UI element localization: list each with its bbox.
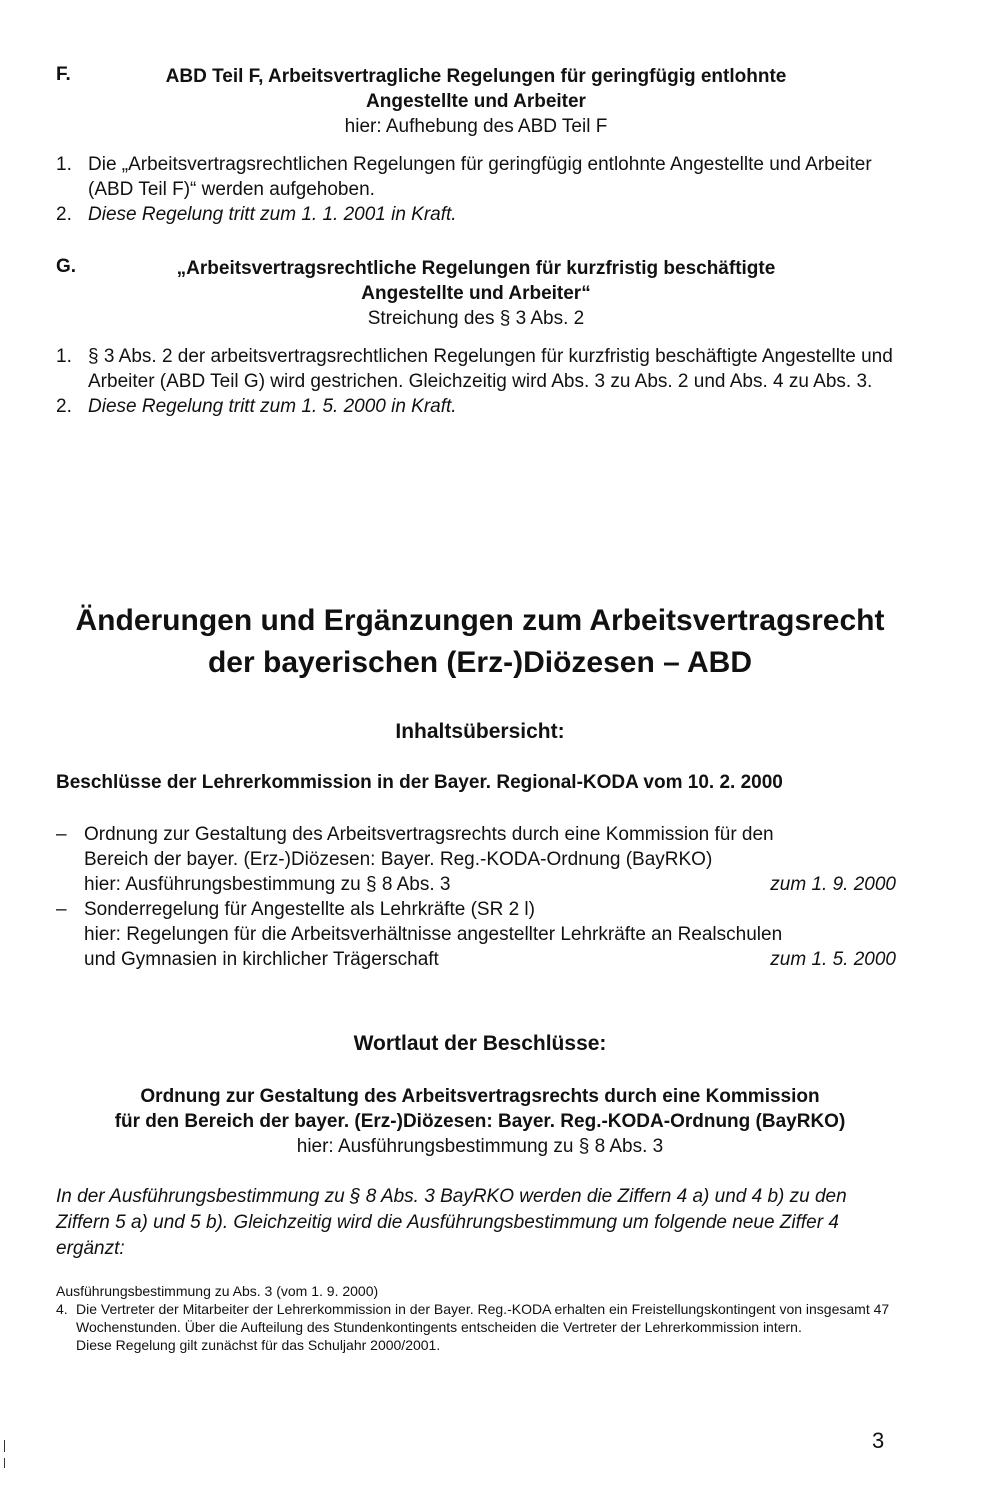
section-f-title-line2: Angestellte und Arbeiter (366, 91, 586, 112)
section-f-item-1 (56, 152, 896, 202)
section-g-list (56, 344, 896, 419)
section-f-subtitle: hier: Aufhebung des ABD Teil F (344, 116, 608, 137)
section-g-item-2 (56, 394, 896, 419)
order-title-line1: Ordnung zur Gestaltung des Arbeitsvertragsrechts durch eine Kommission (140, 1086, 820, 1107)
contents-item-row (84, 872, 896, 897)
main-title-line2: der bayerischen (Erz-)Diözesen – ABD (207, 646, 753, 679)
section-g-title (56, 256, 896, 306)
footnote-text: Die Vertreter der Mitarbeiter der Lehrerkommission in der Bayer. Reg.-KODA erhalten ein Freistellungskontingent von insgesamt 47 Wochenstunden. Über die Aufteilung des Stundenkontingents entscheiden die Vertreter der Lehrerkommission intern. (76, 1301, 890, 1335)
main-title-line1: Änderungen und Ergänzungen zum Arbeitsvertragsrecht (75, 604, 885, 637)
order-title-line2: für den Bereich der bayer. (Erz-)Diözesen: Bayer. Reg.-KODA-Ordnung (BayRKO) (114, 1111, 846, 1132)
margin-mark (4, 1458, 5, 1468)
list-number: 2. (56, 396, 72, 417)
section-f-title-line1: ABD Teil F, Arbeitsvertragliche Regelungen für geringfügig entlohnte (165, 66, 787, 87)
section-g-title-line2: Angestellte und Arbeiter“ (361, 283, 591, 304)
section-g-item-1 (56, 344, 896, 394)
footnote-number: 4. (56, 1301, 68, 1317)
wortlaut-heading: Wortlaut der Beschlüsse: (353, 1032, 607, 1055)
list-number: 2. (56, 204, 72, 225)
contents-item-line: Ordnung zur Gestaltung des Arbeitsvertragsrechts durch eine Kommission für den (84, 824, 774, 845)
list-number: 1. (56, 346, 72, 367)
intro-paragraph: In der Ausführungsbestimmung zu § 8 Abs. 3 BayRKO werden die Ziffern 4 a) und 4 b) zu den Ziffern 5 a) und 5 b). Gleichzeitig wird die Ausführungsbestimmung um folgende neue Ziffer 4 ergänzt: (56, 1186, 847, 1259)
contents-item-line: und Gymnasien in kirchlicher Trägerschaft (84, 949, 439, 970)
section-g-subtitle: Streichung des § 3 Abs. 2 (367, 308, 585, 329)
contents-item-line: Bereich der bayer. (Erz-)Diözesen: Bayer. Reg.-KODA-Ordnung (BayRKO) (84, 849, 713, 870)
margin-mark (4, 1440, 5, 1452)
order-subtitle: hier: Ausführungsbestimmung zu § 8 Abs. 3 (296, 1136, 664, 1157)
section-g-header (56, 256, 896, 331)
footnote-heading: Ausführungsbestimmung zu Abs. 3 (vom 1. 9. 2000) (56, 1283, 379, 1299)
section-f-letter: F. (56, 64, 71, 85)
section-f-header (56, 64, 896, 139)
list-number: 1. (56, 154, 72, 175)
section-f-list (56, 152, 896, 227)
contents-list (56, 822, 896, 972)
contents-item-row (84, 947, 896, 972)
list-dash: – (56, 899, 67, 920)
contents-heading: Inhaltsübersicht: (395, 720, 565, 743)
section-g-title-line1: „Arbeitsvertragsrechtliche Regelungen für kurzfristig beschäftigte (176, 258, 776, 279)
contents-item-2 (56, 897, 896, 972)
footnote-item (56, 1300, 896, 1354)
section-f-title (56, 64, 896, 114)
footnote-block (56, 1282, 896, 1354)
contents-item-line: hier: Regelungen für die Arbeitsverhältnisse angestellter Lehrkräfte an Realschulen (84, 924, 783, 945)
effective-date: zum 1. 5. 2000 (770, 949, 896, 970)
list-text: Diese Regelung tritt zum 1. 5. 2000 in Kraft. (88, 396, 457, 417)
contents-item-line: hier: Ausführungsbestimmung zu § 8 Abs. 3 (84, 874, 451, 895)
main-title (40, 600, 920, 684)
section-f-item-2 (56, 202, 896, 227)
effective-date: zum 1. 9. 2000 (770, 874, 896, 895)
list-text: § 3 Abs. 2 der arbeitsvertragsrechtlichen Regelungen für kurzfristig beschäftigte Angestellte und Arbeiter (ABD Teil G) wird gestrichen. Gleichzeitig wird Abs. 3 zu Abs. 2 und Abs. 4 zu Abs. 3. (88, 346, 893, 392)
list-text: Diese Regelung tritt zum 1. 1. 2001 in Kraft. (88, 204, 457, 225)
section-g-letter: G. (56, 256, 77, 277)
page-number: 3 (872, 1428, 885, 1453)
order-heading (40, 1084, 920, 1159)
contents-item-line: Sonderregelung für Angestellte als Lehrkräfte (SR 2 l) (84, 899, 535, 920)
list-text: Die „Arbeitsvertragsrechtlichen Regelungen für geringfügig entlohnte Angestellte und Arbeiter (ABD Teil F)“ werden aufgehoben. (88, 154, 872, 200)
footnote-extra: Diese Regelung gilt zunächst für das Schuljahr 2000/2001. (76, 1337, 441, 1353)
contents-item-1 (56, 822, 896, 897)
list-dash: – (56, 824, 67, 845)
beschluesse-heading: Beschlüsse der Lehrerkommission in der Bayer. Regional-KODA vom 10. 2. 2000 (56, 772, 783, 793)
